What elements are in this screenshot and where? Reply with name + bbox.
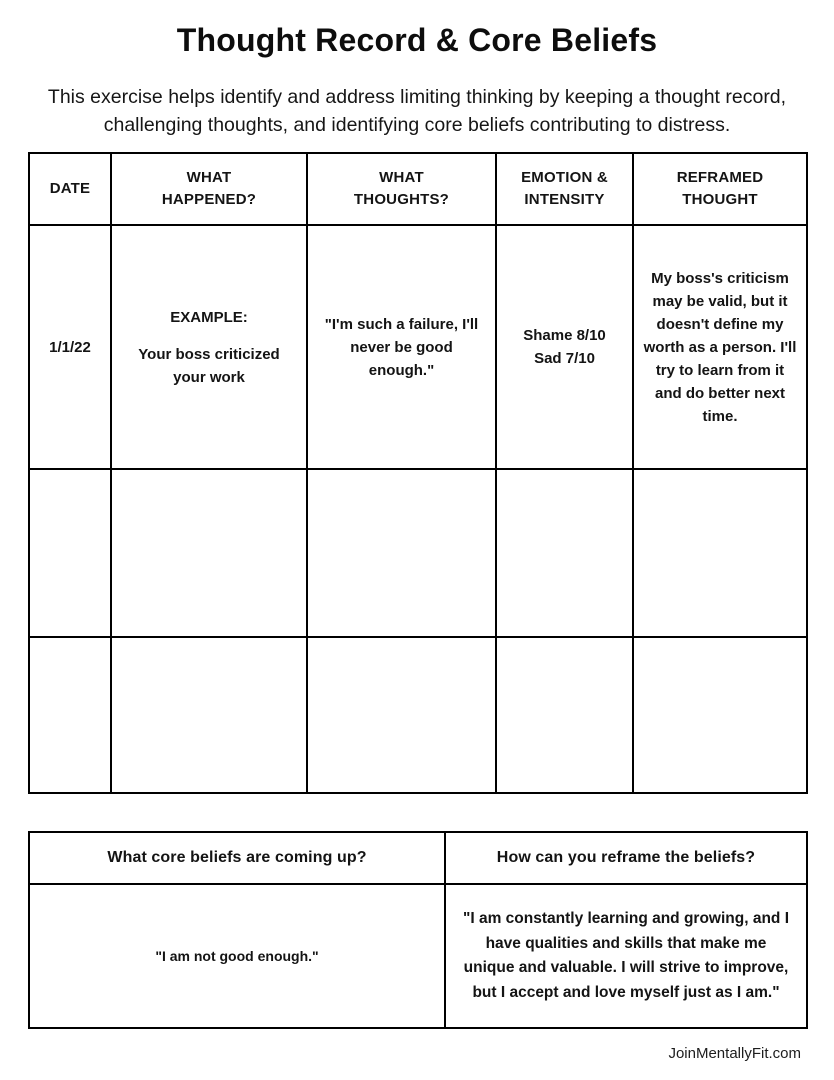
empty-cell: [633, 637, 807, 793]
thought-record-header-row: [29, 153, 807, 225]
table-row-empty-2: [29, 637, 807, 793]
col-header-emotion-intensity-label: EMOTION & INTENSITY: [521, 169, 608, 208]
cell-date: 1/1/22: [29, 225, 111, 469]
core-beliefs-body-row: [29, 884, 807, 1028]
what-happened-text: Your boss criticized your work: [138, 345, 280, 386]
page-subtitle: This exercise helps identify and address limiting thinking by keeping a thought record, challenging thoughts, and identifying core beliefs contributing to distress.: [47, 86, 787, 136]
table-row-example: [29, 225, 807, 469]
example-label: EXAMPLE:: [170, 308, 248, 326]
cell-what-happened: [111, 225, 307, 469]
col-header-what-happened-label: WHAT HAPPENED?: [161, 169, 257, 208]
col-header-reframe-beliefs: How can you reframe the beliefs?: [445, 832, 807, 884]
table-row-empty-1: [29, 469, 807, 637]
cell-emotion-intensity: [496, 225, 633, 469]
core-beliefs-table: [28, 831, 808, 1029]
cell-what-thoughts: "I'm such a failure, I'll never be good enough.": [307, 225, 496, 469]
cell-reframed-thought: My boss's criticism may be valid, but it doesn't define my worth as a person. I'll try to learn from it and do better next time.: [633, 225, 807, 469]
page-title: Thought Record & Core Beliefs: [176, 22, 658, 58]
emotion-line-2: Sad 7/10: [534, 350, 595, 367]
col-header-date-label: DATE: [49, 180, 91, 197]
cell-core-belief: "I am not good enough.": [29, 884, 445, 1028]
footer-website: JoinMentallyFit.com: [668, 1045, 801, 1062]
empty-cell: [29, 637, 111, 793]
col-header-what-thoughts-label: WHAT THOUGHTS?: [353, 169, 450, 208]
empty-cell: [307, 469, 496, 637]
col-header-reframed-thought: [633, 153, 807, 225]
col-header-what-happened: [111, 153, 307, 225]
empty-cell: [496, 637, 633, 793]
col-header-reframed-thought-label: REFRAMED THOUGHT: [676, 169, 764, 208]
empty-cell: [633, 469, 807, 637]
cell-reframed-belief: "I am constantly learning and growing, and I have qualities and skills that make me unique and valuable. I will strive to improve, but I accept and love myself just as I am.": [445, 884, 807, 1028]
emotion-line-1: Shame 8/10: [523, 327, 606, 344]
empty-cell: [111, 469, 307, 637]
col-header-core-beliefs: What core beliefs are coming up?: [29, 832, 445, 884]
empty-cell: [307, 637, 496, 793]
core-beliefs-header-row: [29, 832, 807, 884]
thought-record-table: [28, 152, 808, 794]
col-header-emotion-intensity: [496, 153, 633, 225]
empty-cell: [496, 469, 633, 637]
empty-cell: [111, 637, 307, 793]
empty-cell: [29, 469, 111, 637]
col-header-what-thoughts: [307, 153, 496, 225]
col-header-date: [29, 153, 111, 225]
